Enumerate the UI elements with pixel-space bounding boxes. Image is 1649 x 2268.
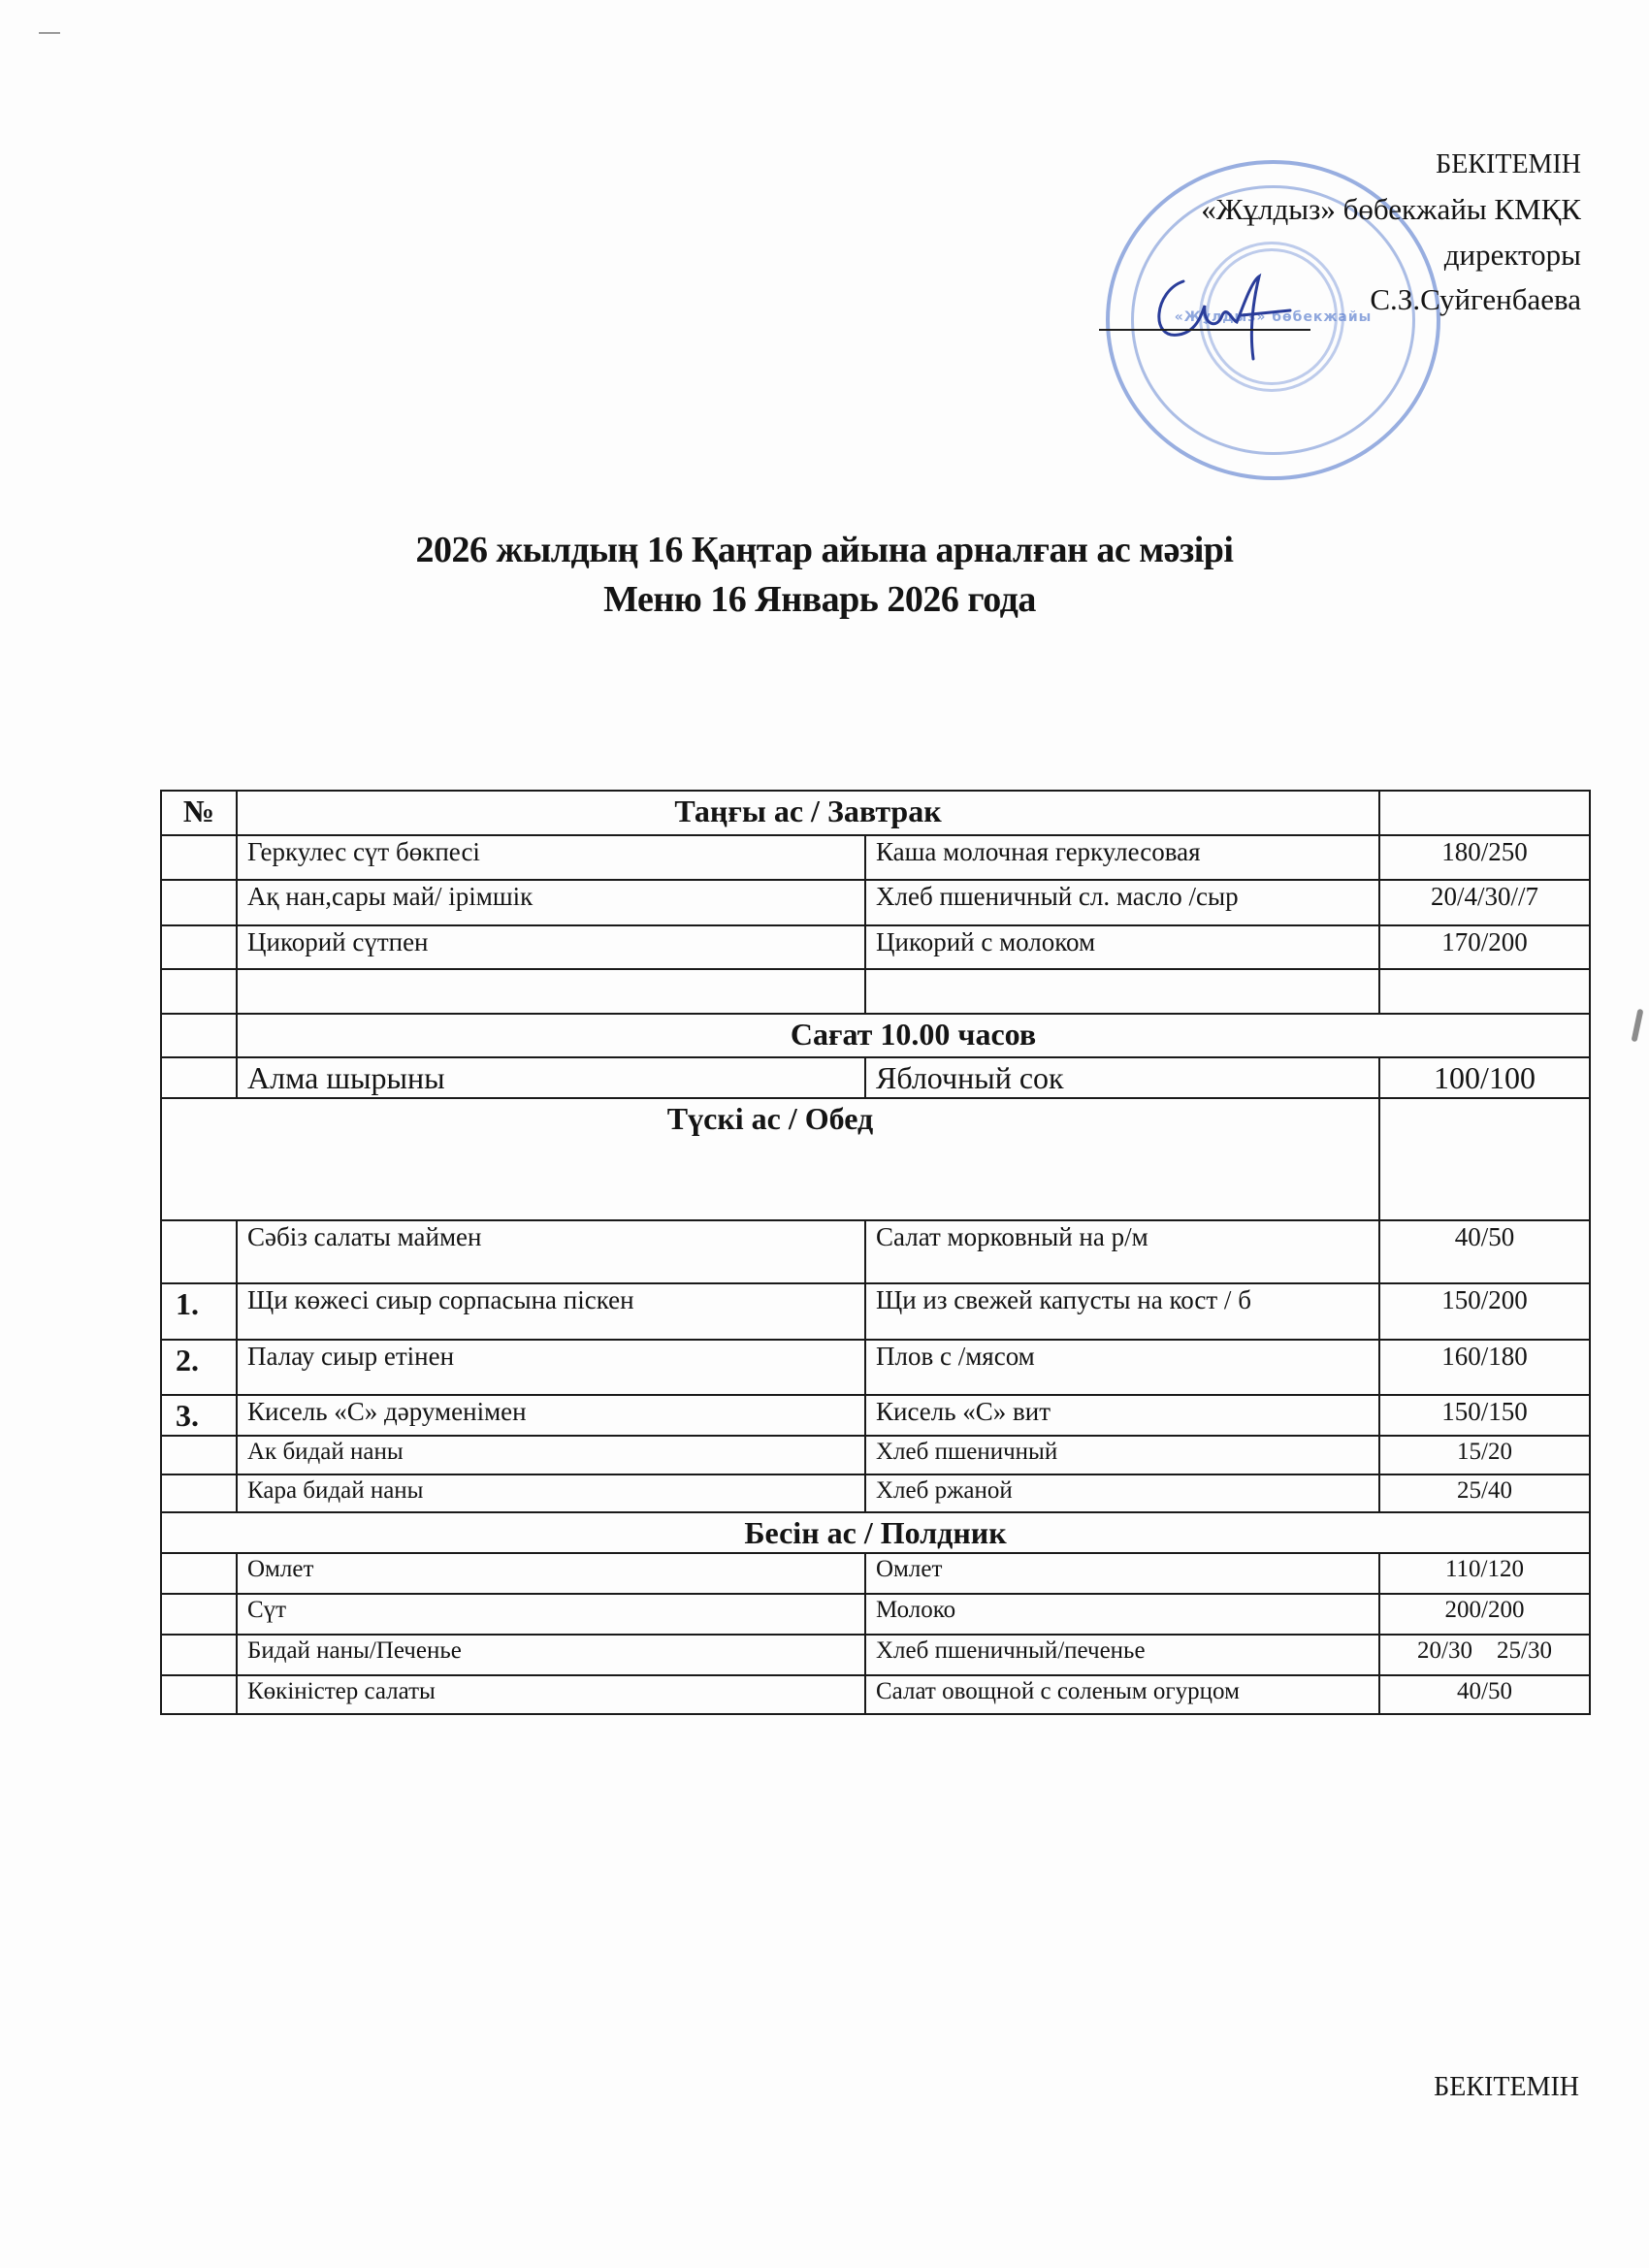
lunch-header-row [161,1098,1590,1220]
scan-mark [1632,1009,1644,1043]
approval-label: БЕКІТЕМІН [1436,149,1581,179]
row-number: 1. [161,1283,237,1340]
row-number [161,1220,237,1283]
row-number [161,925,237,969]
dish-ru: Каша молочная геркулесовая [865,835,1379,880]
row-number [161,1057,237,1098]
dish-kz: Палау сиыр етінен [237,1340,865,1395]
table-row [161,880,1590,925]
section-header-afternoon: Бесін ас / Полдник [161,1512,1590,1553]
dish-weight: 180/250 [1379,835,1590,880]
approval-block [1201,147,1581,319]
dish-kz: Ак бидай наны [237,1436,865,1474]
row-number [161,1553,237,1594]
signature-line [1099,329,1310,331]
dish-weight: 20/30 25/30 [1379,1635,1590,1675]
dish-weight: 15/20 [1379,1436,1590,1474]
dish-weight: 100/100 [1379,1057,1590,1098]
dish-kz: Сүт [237,1594,865,1635]
row-number [161,1675,237,1714]
dish-ru: Молоко [865,1594,1379,1635]
table-row [161,1340,1590,1395]
section-header-breakfast: Таңғы ас / Завтрак [237,791,1379,835]
dish-kz: Кисель «С» дәруменімен [237,1395,865,1436]
table-row [161,1436,1590,1474]
dish-weight: 25/40 [1379,1474,1590,1512]
page-title-ru: Меню 16 Январь 2026 года [603,579,1036,620]
table-row [161,1594,1590,1635]
row-number [161,1635,237,1675]
row-number [161,1436,237,1474]
dish-ru: Хлеб пшеничный [865,1436,1379,1474]
dish-ru: Омлет [865,1553,1379,1594]
row-number [161,880,237,925]
dish-kz: Кара бидай наны [237,1474,865,1512]
dish-kz: Алма шырыны [237,1057,865,1098]
row-number [161,835,237,880]
dish-ru: Хлеб ржаной [865,1474,1379,1512]
table-row [161,1220,1590,1283]
approval-position: директоры [1443,237,1581,272]
row-number: 3. [161,1395,237,1436]
approval-organization: «Жұлдыз» бөбекжайы КМҚК [1201,192,1581,227]
dish-weight: 150/200 [1379,1283,1590,1340]
table-row [161,1395,1590,1436]
menu-table [160,790,1591,1715]
dish-ru: Хлеб пшеничный/печенье [865,1635,1379,1675]
empty-cell [1379,791,1590,835]
dish-weight: 160/180 [1379,1340,1590,1395]
dish-ru: Цикорий с молоком [865,925,1379,969]
dish-ru: Щи из свежей капусты на кост / б [865,1283,1379,1340]
table-row-empty [161,969,1590,1014]
dish-weight [1379,969,1590,1014]
num-column-header: № [161,791,237,835]
row-number [161,1474,237,1512]
table-row [161,1635,1590,1675]
dish-ru: Кисель «С» вит [865,1395,1379,1436]
dish-weight: 20/4/30//7 [1379,880,1590,925]
table-row [161,1283,1590,1340]
table-row [161,1675,1590,1714]
dish-kz: Көкіністер салаты [237,1675,865,1714]
stamp-text: «Жұлдыз» бөбекжайы [1174,309,1373,325]
empty-cell [161,1014,237,1057]
table-row [161,1057,1590,1098]
dish-kz: Геркулес сүт бөкпесі [237,835,865,880]
afternoon-header-row [161,1512,1590,1553]
dish-kz: Бидай наны/Печенье [237,1635,865,1675]
row-number: 2. [161,1340,237,1395]
dish-weight: 150/150 [1379,1395,1590,1436]
dish-ru: Салат морковный на р/м [865,1220,1379,1283]
dish-kz: Щи көжесі сиыр сорпасына піскен [237,1283,865,1340]
dish-weight: 110/120 [1379,1553,1590,1594]
dish-kz: Омлет [237,1553,865,1594]
table-row [161,1553,1590,1594]
dish-weight: 170/200 [1379,925,1590,969]
table-row [161,925,1590,969]
scan-mark [39,32,60,34]
dish-ru: Хлеб пшеничный сл. масло /сыр [865,880,1379,925]
empty-cell [1379,1098,1590,1220]
approval-name: С.З.Суйгенбаева [1370,281,1581,316]
section-header-snack: Сағат 10.00 часов [237,1014,1590,1057]
dish-kz: Сәбіз салаты маймен [237,1220,865,1283]
dish-ru: Яблочный сок [865,1057,1379,1098]
dish-weight: 200/200 [1379,1594,1590,1635]
snack-header-row [161,1014,1590,1057]
breakfast-header-row [161,791,1590,835]
footer-approval-label: БЕКІТЕМІН [1434,2072,1579,2102]
dish-ru: Салат овощной с соленым огурцом [865,1675,1379,1714]
row-number [161,969,237,1014]
table-row [161,1474,1590,1512]
page-title-kz: 2026 жылдың 16 Қаңтар айына арналған ас мәзірі [415,530,1234,570]
dish-ru: Плов с /мясом [865,1340,1379,1395]
dish-kz [237,969,865,1014]
dish-weight: 40/50 [1379,1220,1590,1283]
dish-ru [865,969,1379,1014]
dish-kz: Цикорий сүтпен [237,925,865,969]
table-row [161,835,1590,880]
section-header-lunch: Түскі ас / Обед [161,1098,1379,1220]
dish-kz: Ақ нан,сары май/ ірімшік [237,880,865,925]
row-number [161,1594,237,1635]
dish-weight: 40/50 [1379,1675,1590,1714]
